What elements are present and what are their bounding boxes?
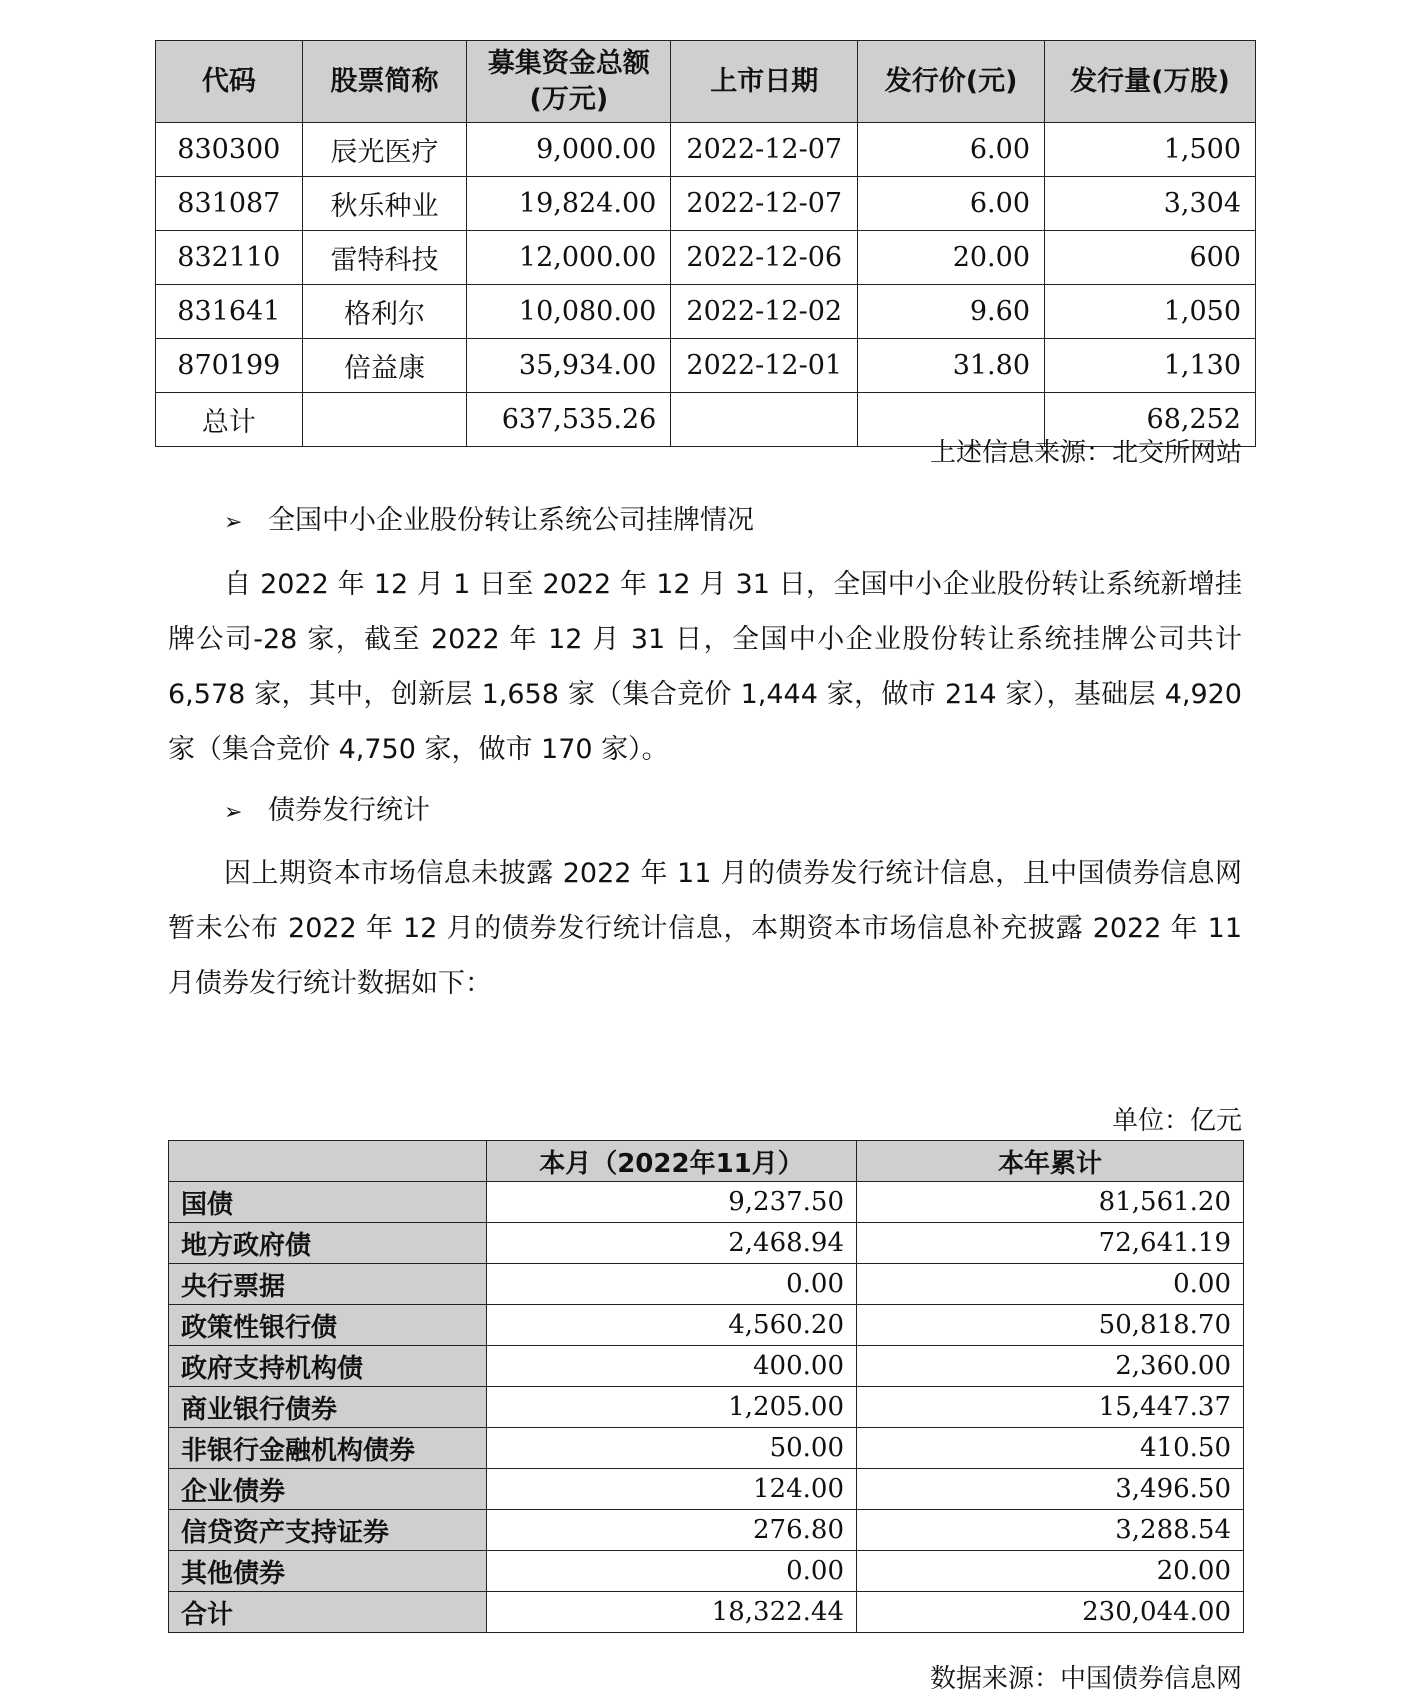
- bond-source: 数据来源：中国债券信息网: [929, 1664, 1242, 1694]
- cell-price: 20.00: [858, 231, 1045, 285]
- bond-cell-label: 政策性银行债: [169, 1305, 487, 1346]
- bond-header-row: [169, 1141, 1244, 1182]
- bond-cell-label: 国债: [169, 1182, 487, 1223]
- table-row: [169, 1223, 1244, 1264]
- listing-paragraph: 自 2022 年 12 月 1 日至 2022 年 12 月 31 日，全国中小企业股份转让系统新增挂牌公司-28 家，截至 2022 年 12 月 31 日，全国中小企业股份转让系统挂牌公司共计 6,578 家，其中，创新层 1,658 家（集合竞价 1,444 家，做市 214 家），基础层 4,920 家（集合竞价 4,750 家，做市 170 家）。: [168, 569, 1242, 765]
- cell-name: 格利尔: [302, 285, 467, 339]
- bond-header-ytd: 本年累计: [857, 1141, 1244, 1182]
- header-price: 发行价(元): [858, 41, 1045, 123]
- bond-cell-ytd: 410.50: [857, 1428, 1244, 1469]
- table-row: [169, 1182, 1244, 1223]
- section-heading-text: 债券发行统计: [268, 795, 430, 826]
- bond-cell-label: 企业债券: [169, 1469, 487, 1510]
- bond-cell-label: 合计: [169, 1592, 487, 1633]
- section-heading-listing: [224, 498, 754, 537]
- cell-date: 2022-12-06: [671, 231, 858, 285]
- cell-volume: 3,304: [1045, 177, 1256, 231]
- table-row: [169, 1387, 1244, 1428]
- cell-name: 秋乐种业: [302, 177, 467, 231]
- cell-name: 倍益康: [302, 339, 467, 393]
- bond-cell-month: 18,322.44: [487, 1592, 857, 1633]
- section-heading-text: 全国中小企业股份转让系统公司挂牌情况: [268, 505, 754, 536]
- header-name: 股票简称: [302, 41, 467, 123]
- cell-amount: 19,824.00: [467, 177, 671, 231]
- cell-volume: 1,500: [1045, 123, 1256, 177]
- cell-date: 2022-12-07: [671, 123, 858, 177]
- table-row: [169, 1305, 1244, 1346]
- total-amount: 637,535.26: [467, 393, 671, 447]
- bond-cell-ytd: 50,818.70: [857, 1305, 1244, 1346]
- bond-cell-label: 政府支持机构债: [169, 1346, 487, 1387]
- bonds-paragraph: 因上期资本市场信息未披露 2022 年 11 月的债券发行统计信息，且中国债券信息网暂未公布 2022 年 12 月的债券发行统计信息，本期资本市场信息补充披露 2022 年 11 月债券发行统计数据如下：: [168, 858, 1242, 999]
- total-blank1: [302, 393, 467, 447]
- bond-cell-ytd: 20.00: [857, 1551, 1244, 1592]
- table-row: [156, 339, 1256, 393]
- ipo-header-row: [156, 41, 1256, 123]
- bond-cell-ytd: 81,561.20: [857, 1182, 1244, 1223]
- bond-cell-label: 央行票据: [169, 1264, 487, 1305]
- bond-table: [168, 1140, 1244, 1633]
- table-row: [156, 177, 1256, 231]
- cell-code: 832110: [156, 231, 303, 285]
- table-row: [169, 1346, 1244, 1387]
- section-heading-bonds: [224, 788, 430, 827]
- bond-cell-label: 地方政府债: [169, 1223, 487, 1264]
- bond-header-blank: [169, 1141, 487, 1182]
- arrow-bullet-icon: ➢: [224, 800, 243, 825]
- total-volume: 68,252: [1045, 393, 1256, 447]
- cell-amount: 12,000.00: [467, 231, 671, 285]
- cell-amount: 9,000.00: [467, 123, 671, 177]
- cell-price: 6.00: [858, 123, 1045, 177]
- bond-cell-month: 0.00: [487, 1264, 857, 1305]
- cell-name: 辰光医疗: [302, 123, 467, 177]
- table-row: [169, 1469, 1244, 1510]
- bond-cell-month: 0.00: [487, 1551, 857, 1592]
- cell-price: 31.80: [858, 339, 1045, 393]
- header-volume: 发行量(万股): [1045, 41, 1256, 123]
- cell-code: 870199: [156, 339, 303, 393]
- bond-cell-month: 124.00: [487, 1469, 857, 1510]
- table-row: [169, 1551, 1244, 1592]
- bond-cell-month: 1,205.00: [487, 1387, 857, 1428]
- arrow-bullet-icon: ➢: [224, 510, 243, 535]
- header-amount: [467, 41, 671, 123]
- bond-cell-month: 9,237.50: [487, 1182, 857, 1223]
- bond-cell-ytd: 15,447.37: [857, 1387, 1244, 1428]
- total-blank2: [671, 393, 858, 447]
- cell-code: 831087: [156, 177, 303, 231]
- table-row: [169, 1264, 1244, 1305]
- cell-volume: 1,050: [1045, 285, 1256, 339]
- bond-cell-ytd: 3,288.54: [857, 1510, 1244, 1551]
- bond-cell-month: 4,560.20: [487, 1305, 857, 1346]
- bond-cell-ytd: 72,641.19: [857, 1223, 1244, 1264]
- bond-cell-label: 其他债券: [169, 1551, 487, 1592]
- cell-code: 830300: [156, 123, 303, 177]
- bond-cell-label: 商业银行债券: [169, 1387, 487, 1428]
- table-row: [156, 231, 1256, 285]
- cell-price: 6.00: [858, 177, 1045, 231]
- cell-amount: 10,080.00: [467, 285, 671, 339]
- cell-amount: 35,934.00: [467, 339, 671, 393]
- bond-cell-ytd: 2,360.00: [857, 1346, 1244, 1387]
- cell-volume: 600: [1045, 231, 1256, 285]
- bond-unit: 单位：亿元: [1111, 1106, 1242, 1136]
- cell-date: 2022-12-01: [671, 339, 858, 393]
- header-amount-text: 募集资金总额 (万元): [487, 47, 650, 115]
- bond-cell-label: 信贷资产支持证券: [169, 1510, 487, 1551]
- cell-volume: 1,130: [1045, 339, 1256, 393]
- cell-name: 雷特科技: [302, 231, 467, 285]
- cell-date: 2022-12-07: [671, 177, 858, 231]
- header-code: 代码: [156, 41, 303, 123]
- bond-cell-ytd: 230,044.00: [857, 1592, 1244, 1633]
- table-row: [169, 1592, 1244, 1633]
- bond-cell-month: 50.00: [487, 1428, 857, 1469]
- table-row: [156, 285, 1256, 339]
- bond-header-month: 本月（2022年11月）: [487, 1141, 857, 1182]
- table-row: [156, 123, 1256, 177]
- cell-code: 831641: [156, 285, 303, 339]
- bond-cell-month: 400.00: [487, 1346, 857, 1387]
- table-row: [169, 1428, 1244, 1469]
- ipo-source: 上述信息来源：北交所网站: [929, 438, 1242, 468]
- cell-price: 9.60: [858, 285, 1045, 339]
- table-row: [169, 1510, 1244, 1551]
- bond-cell-ytd: 0.00: [857, 1264, 1244, 1305]
- ipo-table: [155, 40, 1256, 447]
- bond-cell-month: 2,468.94: [487, 1223, 857, 1264]
- bond-cell-label: 非银行金融机构债券: [169, 1428, 487, 1469]
- bond-cell-ytd: 3,496.50: [857, 1469, 1244, 1510]
- total-label: 总计: [156, 393, 303, 447]
- header-date: 上市日期: [671, 41, 858, 123]
- bond-cell-month: 276.80: [487, 1510, 857, 1551]
- cell-date: 2022-12-02: [671, 285, 858, 339]
